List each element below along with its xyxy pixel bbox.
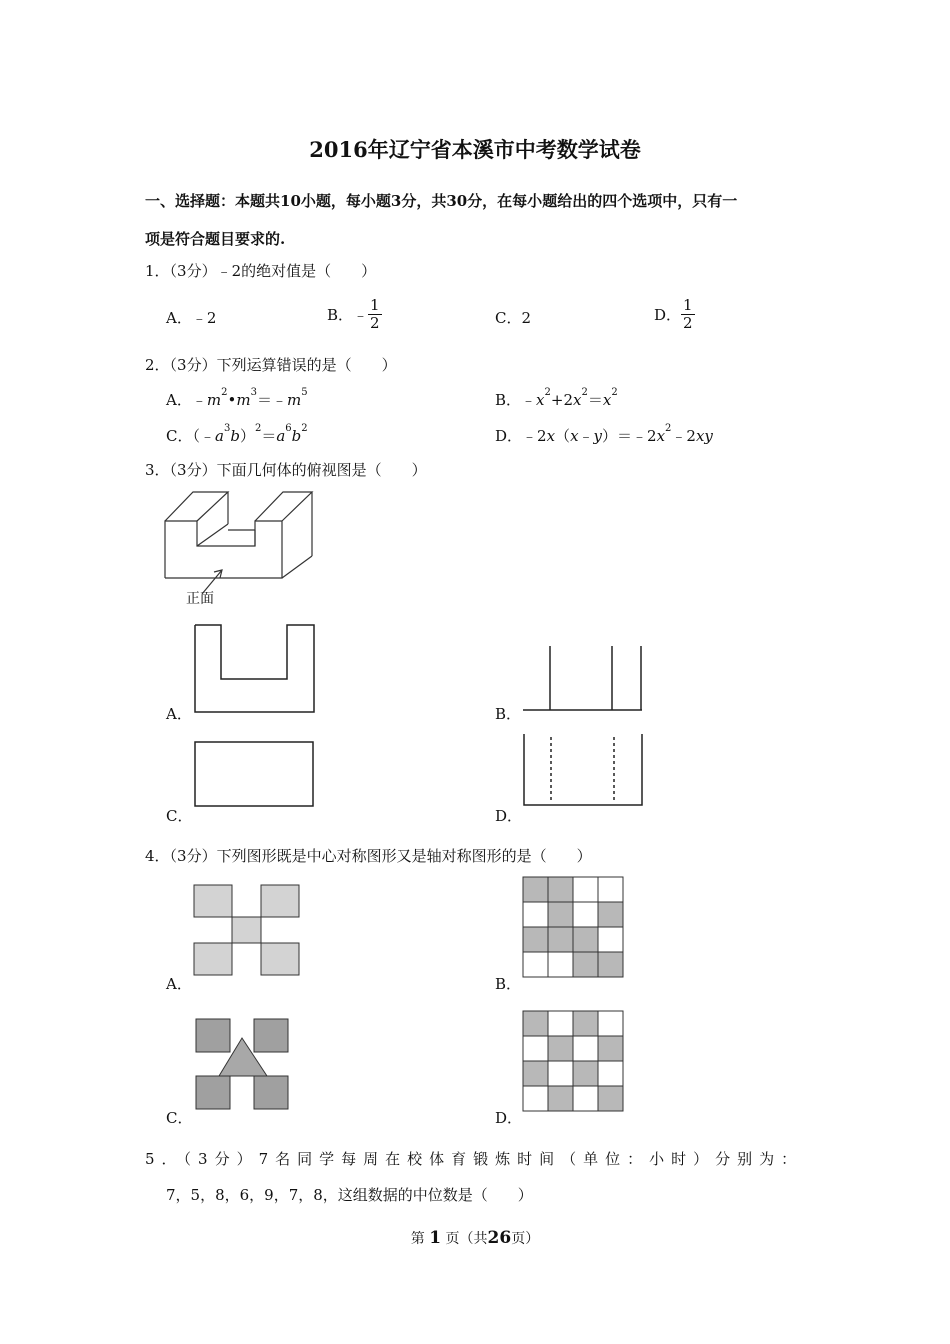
grid-cell (573, 927, 598, 952)
q3-option-b-figure (522, 644, 644, 714)
grid-cell (573, 1011, 598, 1036)
q2-option-a: A．$﹣m^2•m^3=﹣m^5$ (166, 387, 308, 409)
q2-option-d: D．$﹣2x(x﹣y)=﹣2x^2﹣2xy$ (495, 423, 713, 445)
q1-option-d (654, 297, 695, 332)
grid-cell (548, 877, 573, 902)
q4-option-a-figure (193, 884, 303, 979)
q1-option-d-label: D． (654, 306, 682, 324)
q1-option-d-fraction (681, 297, 695, 332)
grid-cell (598, 1086, 623, 1111)
grid-cell (523, 877, 548, 902)
section-heading-line1: 一、选择题：本题共10小题，每小题3分，共30分，在每小题给出的四个选项中，只有一 (145, 192, 738, 210)
grid-cell (548, 1036, 573, 1061)
grid-cell (573, 1061, 598, 1086)
grid-cell (598, 1011, 623, 1036)
q2-option-a-label: A． (166, 391, 192, 409)
grid-cell (548, 952, 573, 977)
grid-cell (573, 877, 598, 902)
grid-cell (598, 952, 623, 977)
grid-cell (598, 877, 623, 902)
grid-cell (548, 1086, 573, 1111)
q3-option-b: B． (495, 705, 522, 723)
q1-d-numerator: 1 (683, 296, 693, 314)
q4-option-a: A． (166, 975, 192, 993)
q4-stem: 4．（3分）下列图形既是中心对称图形又是轴对称图形的是（ ） (145, 847, 592, 865)
grid-cell (598, 902, 623, 927)
q1-d-denominator: 2 (683, 314, 693, 332)
footer-total-pages: 26 (487, 1228, 512, 1248)
q2-stem: 2．（3分）下列运算错误的是（ ） (145, 356, 397, 374)
q2-option-b-label: B． (495, 391, 522, 409)
grid-cell (573, 952, 598, 977)
q5-line2: 7，5，8，6，9，7，8，这组数据的中位数是（ ） (166, 1186, 533, 1204)
q1-option-a: A．﹣2 (166, 309, 217, 327)
grid-cell (523, 1086, 548, 1111)
grid-cell (523, 952, 548, 977)
footer-suffix: 页） (511, 1231, 540, 1247)
q3-front-label: 正面 (186, 591, 214, 607)
q4-option-b-figure (522, 876, 626, 980)
grid-cell (523, 1011, 548, 1036)
q1-option-b-fraction (368, 297, 382, 332)
q1-b-numerator: 1 (370, 296, 380, 314)
grid-cell (548, 1061, 573, 1086)
section-heading-line2: 项是符合题目要求的. (145, 230, 286, 248)
grid-cell (548, 927, 573, 952)
q1-option-b (327, 297, 382, 332)
q1-b-denominator: 2 (370, 314, 380, 332)
q3-option-a: A． (166, 705, 192, 723)
grid-cell (548, 902, 573, 927)
q5-stem: 5．（3分）7名同学每周在校体育锻炼时间（单位：小时）分别为： (145, 1150, 804, 1168)
grid-cell (573, 902, 598, 927)
grid-cell (598, 1036, 623, 1061)
q4-option-c-figure (193, 1017, 293, 1113)
q3-option-d: D． (495, 807, 523, 825)
q1-option-c: C．2 (495, 309, 532, 327)
footer-prefix: 第 (410, 1231, 425, 1247)
grid-cell (523, 1036, 548, 1061)
grid-cell (523, 902, 548, 927)
q4-option-c: C． (166, 1109, 193, 1127)
page-footer (0, 1228, 950, 1248)
q3-option-a-figure (194, 624, 316, 714)
footer-page-number: 1 (429, 1228, 442, 1248)
q3-option-d-figure (522, 733, 646, 809)
grid-cell (598, 1061, 623, 1086)
q1-stem: 1．（3分）﹣2的绝对值是（ ） (145, 262, 377, 280)
q2-option-b: B．$﹣x^2+2x^2=x^2$ (495, 387, 618, 409)
q3-stem: 3．（3分）下面几何体的俯视图是（ ） (145, 461, 427, 479)
q2-option-d-label: D． (495, 427, 523, 445)
exam-title: 2016年辽宁省本溪市中考数学试卷 (309, 137, 641, 162)
grid-cell (523, 1061, 548, 1086)
grid-cell (573, 1036, 598, 1061)
q1-option-b-label: B． (327, 306, 354, 324)
q3-option-c-figure (194, 741, 316, 809)
q4-option-d: D． (495, 1109, 523, 1127)
q1-option-b-sign: ﹣ (353, 306, 369, 324)
q4-option-d-figure (522, 1010, 626, 1114)
grid-cell (523, 927, 548, 952)
q2-option-c: C．$(﹣a^3b)^2=a^6b^2$ (166, 423, 308, 445)
footer-middle: 页（共 (445, 1231, 488, 1247)
q3-option-c: C． (166, 807, 193, 825)
q4-option-b: B． (495, 975, 522, 993)
grid-cell (573, 1086, 598, 1111)
grid-cell (548, 1011, 573, 1036)
q2-option-c-label: C． (166, 427, 193, 445)
grid-cell (598, 927, 623, 952)
